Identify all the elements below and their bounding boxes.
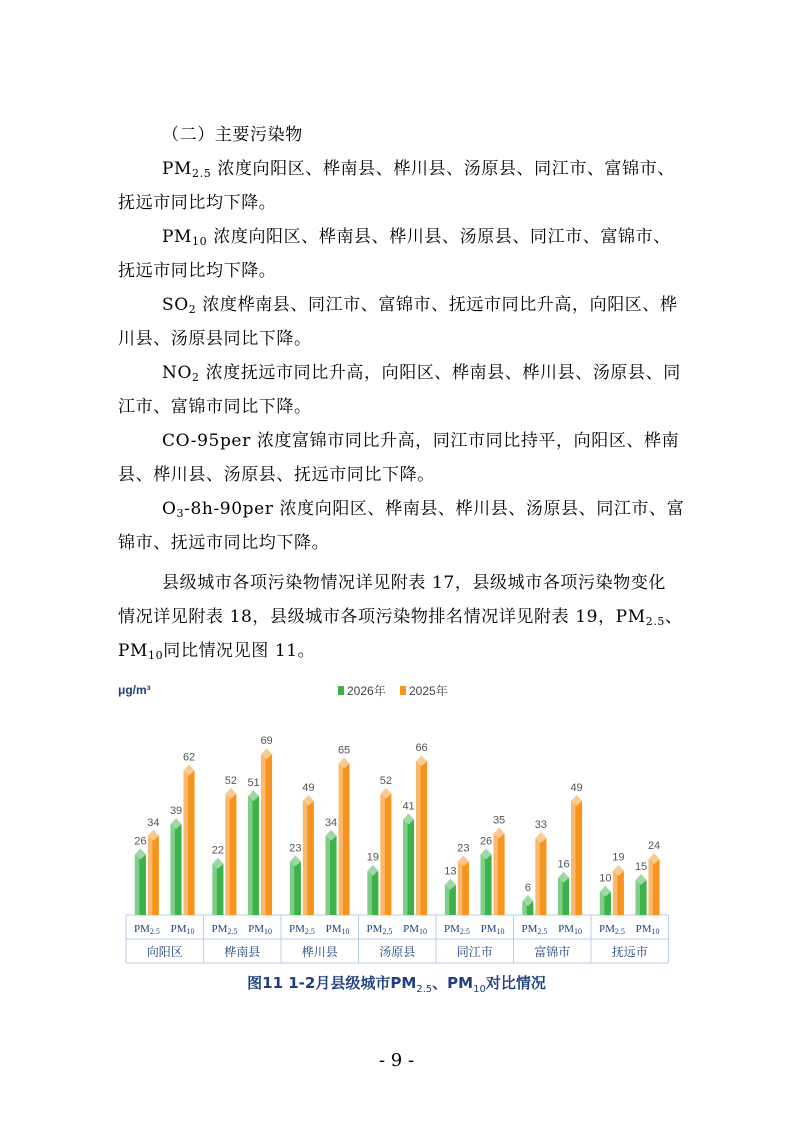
legend-swatch-1: [400, 686, 406, 695]
pm-comparison-chart: [118, 678, 683, 968]
so2-lead: SO: [162, 295, 189, 315]
group-label-4: 同江市: [456, 945, 493, 959]
o3-sub: 3: [176, 507, 185, 520]
bar-pm10-2026年-6-highlight: [636, 880, 640, 915]
bar-pm25-2025年-5-label: 33: [534, 819, 548, 832]
pm10-sub: 10: [192, 235, 208, 248]
caption-sub1: 2.5: [416, 984, 433, 995]
pm25-line1: 浓度向阳区、桦南县、桦川县、汤原县、同江市、富锦市、: [211, 159, 675, 179]
bar-pm25-2026年-2-label: 23: [289, 842, 302, 855]
co-line1: CO-95per 浓度富锦市同比升高，同江市同比持平，向阳区、桦南: [162, 431, 680, 451]
group-label-6: 抚远市: [611, 945, 648, 959]
bar-pm10-2026年-0-label: 39: [169, 805, 183, 818]
group-label-1: 桦南县: [224, 945, 261, 959]
bar-pm10-2026年-2-label: 34: [324, 816, 338, 829]
bar-pm10-2025年-3-label: 66: [415, 742, 428, 755]
o3-lead: O: [162, 499, 177, 519]
bar-pm25-2025年-0-highlight: [148, 836, 152, 915]
o3-line1: -8h-90per 浓度向阳区、桦南县、桦川县、汤原县、同江市、富: [184, 499, 685, 519]
subcat-label-pm25-3: PM2.5: [366, 923, 393, 936]
no2-line1: 浓度抚远市同比升高，向阳区、桦南县、桦川县、汤原县、同: [199, 363, 681, 383]
summary-line1: 县级城市各项污染物情况详见附表 17，县级城市各项污染物变化: [162, 573, 667, 593]
subcat-label-pm10-3: PM10: [403, 923, 428, 936]
subcat-label-pm10-0: PM10: [170, 923, 195, 936]
summary-line2-sub: 2.5: [645, 615, 666, 628]
subcat-label-pm10-1: PM10: [248, 923, 273, 936]
so2-line1: 浓度桦南县、同江市、富锦市、抚远市同比升高，向阳区、桦: [196, 295, 678, 315]
bar-pm10-2026年-6-label: 15: [634, 861, 648, 874]
subcat-label-pm10-5: PM10: [558, 923, 583, 936]
bar-pm10-2025年-3-highlight: [416, 761, 420, 915]
bar-pm10-2025年-5-label: 49: [570, 781, 583, 794]
bar-pm25-2026年-3-label: 19: [366, 851, 380, 864]
no2-lead: NO: [162, 363, 193, 383]
legend-swatch-0: [338, 686, 344, 695]
bar-pm25-2025年-1-label: 52: [224, 774, 238, 787]
bar-pm10-2025年-0-label: 62: [182, 751, 196, 764]
bar-pm10-2025年-6-highlight: [649, 859, 653, 915]
summary-line3-a: PM: [118, 641, 149, 661]
bar-pm10-2025年-6-label: 24: [647, 840, 661, 853]
bar-pm10-2026年-0-highlight: [171, 824, 175, 915]
pm25-sub: 2.5: [192, 167, 212, 180]
bar-pm25-2026年-6-highlight: [600, 892, 604, 915]
no2-sub: 2: [192, 371, 200, 384]
bar-pm10-2025年-2-label: 65: [337, 744, 351, 757]
bar-pm10-2026年-3-label: 41: [402, 800, 415, 813]
bar-pm10-2026年-3-highlight: [403, 819, 407, 915]
pm25-line2: 抚远市同比均下降。: [118, 193, 277, 213]
bar-pm25-2025年-3-highlight: [380, 794, 384, 915]
unit-label: μg/m³: [118, 683, 151, 697]
bar-pm10-2025年-4-label: 35: [492, 814, 506, 827]
bar-pm10-2026年-4-highlight: [481, 854, 485, 915]
bar-pm25-2026年-6-label: 10: [599, 872, 612, 885]
so2-line2: 川县、汤原县同比下降。: [118, 329, 312, 349]
group-label-0: 向阳区: [146, 945, 183, 959]
caption-c: 对比情况: [485, 974, 546, 992]
pm25-lead: PM: [162, 159, 193, 179]
pm10-line1: 浓度向阳区、桦南县、桦川县、汤原县、同江市、富锦市、: [207, 227, 671, 247]
bar-pm25-2026年-0-highlight: [135, 854, 139, 915]
bar-pm10-2026年-4-label: 26: [479, 835, 493, 848]
summary-line2-b: 、: [665, 607, 683, 627]
bar-pm10-2026年-1-label: 51: [247, 777, 260, 790]
caption-a: 图11 1-2月县级城市PM: [247, 974, 417, 992]
bar-pm25-2025年-2-label: 49: [302, 781, 315, 794]
bar-pm10-2026年-2-highlight: [326, 836, 330, 915]
bar-pm25-2025年-4-label: 23: [457, 842, 470, 855]
subcat-label-pm25-4: PM2.5: [443, 923, 470, 936]
page-number: - 9 -: [378, 1050, 415, 1071]
subcat-label-pm25-5: PM2.5: [521, 923, 548, 936]
subcat-label-pm25-0: PM2.5: [133, 923, 160, 936]
bar-pm25-2025年-6-label: 19: [612, 851, 625, 864]
bar-pm25-2025年-1-highlight: [225, 794, 229, 915]
bar-pm10-2026年-1-highlight: [248, 796, 252, 915]
bar-pm25-2025年-6-highlight: [613, 871, 617, 915]
bar-pm25-2026年-1-highlight: [212, 864, 216, 915]
bar-pm25-2025年-5-highlight: [535, 838, 539, 915]
bar-pm10-2025年-5-highlight: [571, 801, 575, 915]
o3-line2: 锦市、抚远市同比均下降。: [118, 533, 330, 553]
bar-pm10-2026年-5-label: 16: [557, 858, 570, 871]
subcat-label-pm10-6: PM10: [635, 923, 660, 936]
bar-pm25-2026年-1-label: 22: [211, 844, 225, 857]
bar-pm10-2025年-0-highlight: [184, 771, 188, 915]
pm10-lead: PM: [162, 227, 193, 247]
bar-pm10-2025年-1-label: 69: [260, 735, 273, 748]
summary-line3-sub: 10: [148, 649, 164, 662]
subcat-label-pm25-6: PM2.5: [598, 923, 625, 936]
section-title: （二）主要污染物: [162, 125, 303, 145]
subcat-label-pm25-2: PM2.5: [288, 923, 315, 936]
co-line2: 县、桦川县、汤原县、抚远市同比下降。: [118, 465, 435, 485]
bar-pm25-2026年-0-label: 26: [134, 835, 147, 848]
no2-line2: 江市、富锦市同比下降。: [118, 397, 312, 417]
bar-pm25-2026年-4-highlight: [445, 885, 449, 915]
bar-pm10-2025年-4-highlight: [494, 833, 498, 915]
figure-caption: [0, 972, 793, 995]
subcat-label-pm10-2: PM10: [325, 923, 350, 936]
summary-line3-b: 同比情况见图 11。: [163, 641, 316, 661]
caption-b: 、PM: [432, 974, 474, 992]
group-label-5: 富锦市: [534, 945, 571, 959]
bar-pm25-2026年-3-highlight: [367, 871, 371, 915]
group-label-2: 桦川县: [301, 945, 338, 959]
summary-line2-a: 情况详见附表 18，县级城市各项污染物排名情况详见附表 19，PM: [118, 607, 646, 627]
caption-sub2: 10: [473, 984, 486, 995]
bar-pm25-2026年-2-highlight: [290, 861, 294, 915]
legend-label-0: 2026年: [347, 684, 386, 698]
bar-pm10-2025年-1-highlight: [261, 754, 265, 915]
bar-pm10-2026年-5-highlight: [558, 878, 562, 915]
bar-pm10-2025年-2-highlight: [339, 764, 343, 915]
legend-label-1: 2025年: [409, 684, 448, 698]
bar-pm25-2025年-0-label: 34: [147, 816, 160, 829]
group-label-3: 汤原县: [379, 945, 416, 959]
bar-pm25-2025年-3-label: 52: [379, 774, 393, 787]
bar-pm25-2026年-4-label: 13: [444, 865, 457, 878]
bar-pm25-2026年-5-label: 6: [524, 882, 531, 895]
bar-pm25-2025年-4-highlight: [458, 861, 462, 915]
subcat-label-pm10-4: PM10: [480, 923, 505, 936]
subcat-label-pm25-1: PM2.5: [211, 923, 238, 936]
bar-pm25-2025年-2-highlight: [303, 801, 307, 915]
so2-sub: 2: [188, 303, 197, 316]
pm10-line2: 抚远市同比均下降。: [118, 261, 277, 281]
